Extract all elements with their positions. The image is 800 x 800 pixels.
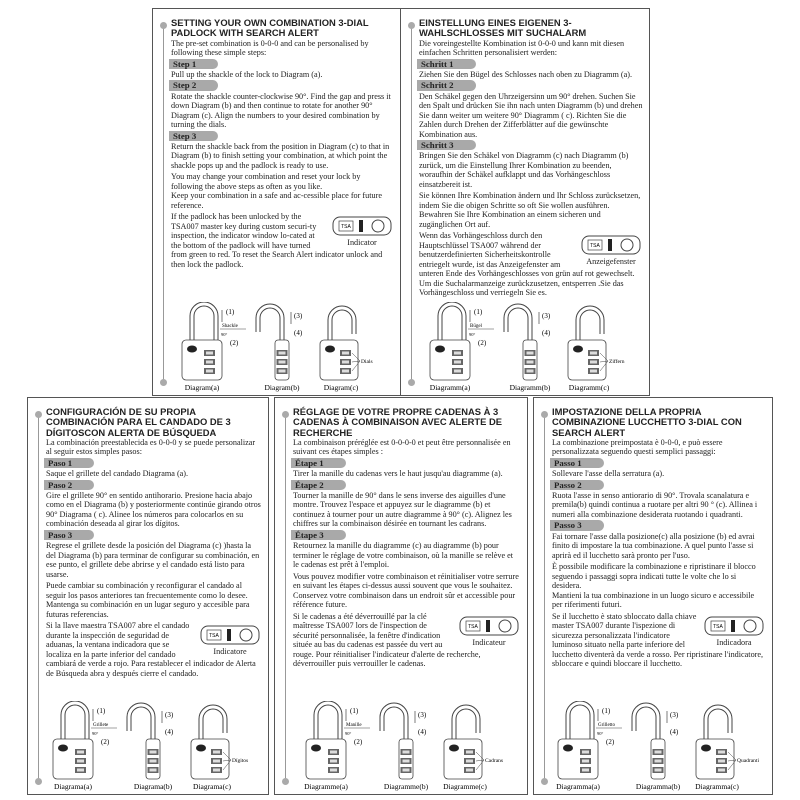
panel-german: [400, 8, 650, 396]
padlock-diagram-c: [568, 308, 625, 380]
step-text: Gire el grillete 90° en sentido antihorario. Presione hacia abajo como en el Diagrama (b) y posteriormente continúe girando otros 90° Diagrama ( c). Alinee los números para colocarlos en su combinación deseada al girar los dígitos.: [46, 490, 261, 529]
indicator-figure: [457, 614, 521, 648]
side-rail-decoration: [38, 414, 39, 782]
search-alert-section: [293, 612, 521, 669]
padlock-diagram-b: [258, 306, 303, 380]
caption-diagram-a: Diagramm(a): [429, 383, 471, 392]
step-label: Passo 2: [550, 480, 604, 490]
tsa-mark: TSA: [590, 243, 600, 250]
step-text: Ruota l'asse in senso antiorario di 90°. Trovala scanalatura e premila(b) quindi continua a ruotare per altri 90 ° (c). Allinea i numeri alla combinazione desiderata ruotando i quadranti.: [552, 490, 758, 519]
indicator-window-icon: [458, 614, 520, 638]
indicator-window-icon: [580, 233, 642, 257]
caption-diagram-a: Diagramma(a): [556, 782, 600, 791]
step-label: Paso 2: [44, 480, 94, 490]
note-text: You may change your combination and reset your lock by following the above steps as often as you like. Keep your combination in a safe and ac-cessible place for future reference.: [171, 172, 382, 210]
search-alert-text: Si le cadenas a été déverrouillé par la clé maîtresse TSA007 lors de l'inspection de sécurité personnalisée, la fenêtre d'indication située au bas du cadenas est passée du vert au rouge. Pour réinitialiser l'indicateur d'alerte de recherche, déverrouiller puis verrouiller le cadenas.: [293, 611, 481, 669]
search-alert-text: Wenn das Vorhängeschloss durch den Hauptschlüssel TSA007 während der benutzerdefinierten Sicherheitskontrolle entriegelt wurde, ist das Anzeigefenster am unteren Ende des Vorhängeschlosses von grün auf rot gewechselt. Um die Suchalarmanzeige zurückzusetzen, entsperren .Sie das Vorhängeschloss und verriegeln Sie es.: [419, 231, 635, 298]
caption-diagram-b: Diagrama(b): [133, 782, 173, 791]
tsa-mark: TSA: [341, 224, 351, 231]
step-label: Step 2: [169, 80, 218, 90]
panel-title: SETTING YOUR OWN COMBINATION 3-DIAL PADLOCK WITH SEARCH ALERT: [171, 17, 369, 39]
diagram-label: (1): [350, 707, 359, 715]
step-label: Étape 3: [291, 530, 346, 540]
intro-text: La combinaison préréglée est 0-0-0-0 et peut être personnalisée en suivant ces étapes simples :: [293, 437, 511, 457]
note-text: Sie können Ihre Kombination ändern und Ihr Schloss zurücksetzen, indem Sie die obigen Schritte so oft Sie wollen ausführen. Bewahren Sie Ihre Kombination an einem sicheren und zugänglichen Ort auf.: [419, 191, 641, 229]
step-label: Schritt 1: [417, 59, 476, 69]
caption-diagram-c: Diagramme(c): [443, 782, 487, 791]
padlock-diagrams: [300, 701, 514, 791]
padlock-diagram-c: [191, 707, 248, 779]
indicator-label: Anzeigefenster: [586, 257, 636, 267]
caption-diagram-a: Diagrama(a): [54, 782, 92, 791]
diagram-label: (4): [670, 728, 679, 736]
caption-diagram-b: Diagram(b): [264, 383, 299, 392]
caption-diagram-a: Diagramme(a): [304, 782, 348, 791]
tsa-mark: TSA: [713, 623, 723, 630]
intro-text: La combinación preestablecida es 0-0-0 y se puede personalizar al seguir estos simples pasos:: [46, 437, 256, 457]
diagram-label: (1): [97, 707, 106, 715]
step-label: Step 3: [169, 131, 218, 141]
step-text: Fai tornare l'asse dalla posizione(c) alla posizione (b) ed avrai finito di impostare la tua combinazione. A quel punto l'asse si aprirà ed il lucchetto sarà pronto per l'uso.: [552, 531, 755, 560]
step-text: Retournez la manille du diagramme (c) au diagramme (b) pour terminer le réglage de votre combinaison, où la manille se relève et le cadenas est prêt à l'emploi.: [293, 541, 514, 570]
indicator-window-icon: [199, 623, 261, 647]
panel-spanish: [27, 397, 269, 795]
diagram-label: (1): [225, 308, 234, 316]
indicator-figure: [330, 214, 394, 248]
diagram-label: 90°: [597, 731, 604, 736]
step-label: Étape 1: [291, 458, 346, 468]
step-text: Sollevare l'asse della serratura (a).: [552, 469, 665, 479]
padlock-diagram-a: [558, 703, 622, 779]
indicator-label: Indicadora: [716, 637, 752, 647]
padlock-diagram-b: [506, 306, 551, 380]
diagram-label: (3): [293, 312, 302, 320]
indicator-label: Indicateur: [472, 637, 506, 647]
search-alert-text: Se il lucchetto è stato sbloccato dalla chiave master TSA007 durante l'ispezione di sicurezza personalizzata l'indicatore luminoso situato nella parte inferiore del lucchetto diventerà da verde a rosso. Per ripristinare l'indicatore, sbloccare e quindi bloccare il lucchetto.: [552, 611, 764, 669]
side-rail-decoration: [544, 414, 545, 782]
caption-diagram-b: Diagramm(b): [509, 383, 551, 392]
step-text: Bringen Sie den Schäkel von Diagramm (c) nach Diagramm (b) zurück, um die Einstellung Ihrer Kombination zu beenden, woraufhin der Schäkel aufklappt und das Vorhängeschloss einsatzbereit ist.: [419, 151, 629, 189]
panel-title: RÉGLAGE DE VOTRE PROPRE CADENAS À 3 CADENAS À COMBINAISON AVEC ALERTE DE RECHERCHE: [293, 406, 503, 438]
search-alert-section: [552, 612, 766, 669]
step-label: Schritt 3: [417, 140, 476, 150]
diagram-label: (3): [165, 711, 174, 719]
intro-text: La combinazione preimpostata è 0-0-0, e può essere personalizzata seguendo questi semplici passaggi:: [552, 437, 723, 457]
indicator-figure: [198, 623, 262, 657]
step-text: Den Schäkel gegen den Uhrzeigersinn um 90° drehen. Suchen Sie den Spalt und drücken Sie ihn nach unten Diagramm (b) und drehen Sie dann weiter um weitere 90° Diagramm ( c). Richten Sie die Zahlen durch Drehen der Zifferblätter auf die gewünschte Kombination aus.: [419, 91, 643, 139]
panel-italian: [533, 397, 773, 795]
step-label: Schritt 2: [417, 80, 476, 90]
caption-diagram-b: Diagramme(b): [383, 782, 429, 791]
tsa-mark: TSA: [468, 623, 478, 630]
step-text: Regrese el grillete desde la posición del Diagrama (c) )hasta la del Diagrama (b) para terminar de configurar su combinación, en ese punto, el grillete debe abrirse y el candado está listo para usarse.: [46, 541, 260, 579]
caption-diagram-c: Diagramm(c): [568, 383, 610, 392]
caption-diagram-c: Diagram(c): [323, 383, 358, 392]
diagram-label: (4): [418, 728, 427, 736]
step-label: Passo 3: [550, 520, 604, 530]
diagram-label: (3): [418, 711, 427, 719]
search-alert-section: [46, 621, 262, 678]
side-rail-decoration: [163, 25, 164, 383]
dials-label: Dials: [360, 359, 373, 365]
step-text: Return the shackle back from the position in Diagram (c) to that in Diagram (b) to finish setting your combination, at which point the shackle pops up and the padlock is ready to use.: [171, 141, 390, 170]
padlock-diagram-a: [182, 304, 246, 380]
step-text: Pull up the shackle of the lock to Diagram (a).: [171, 69, 323, 79]
shackle-label: Bügel: [470, 324, 482, 329]
intro-text: The pre-set combination is 0-0-0 and can be personalised by following these simple steps:: [171, 38, 369, 58]
diagram-label: (2): [354, 738, 363, 746]
step-text: Tirer la manille du cadenas vers le haut jusqu'au diagramme (a).: [293, 469, 503, 479]
search-alert-text: If the padlock has been unlocked by the TSA007 master key during custom securi-ty inspection, the indicator window lo-cated at the bottom of the padlock will have turned from green to red. To reset the Search Alert indicator unlock and then lock the padlock.: [171, 212, 383, 269]
diagram-label: 90°: [469, 332, 476, 337]
note-text: Puede cambiar su combinación y reconfigurar el candado al seguir los pasos anteriores tan frecuentemente como lo desee. Mantenga su combinación en un lugar seguro y accesible para futuras referencias.: [46, 581, 250, 619]
tsa-mark: TSA: [209, 633, 219, 640]
search-alert-section: [419, 231, 643, 298]
padlock-diagram-a: [430, 304, 494, 380]
step-label: Paso 3: [44, 530, 94, 540]
dials-label: Quadranti: [737, 758, 759, 764]
diagram-label: (3): [670, 711, 679, 719]
diagram-label: (1): [474, 308, 483, 316]
step-text: Saque el grillete del candado Diagrama (a).: [46, 469, 189, 479]
padlock-diagram-a: [53, 703, 117, 779]
note-text: È possibile modificare la combinazione e ripristinare il blocco seguendo i passaggi sopra indicati tutte le volte che lo si desidera. Mantieni la tua combinazione in un luogo sicuro e accessibile per riferimenti futuri.: [552, 562, 756, 610]
step-label: Paso 1: [44, 458, 94, 468]
padlock-diagram-c: [320, 308, 373, 380]
dials-label: Ziffern: [609, 359, 625, 365]
diagram-label: (2): [101, 738, 110, 746]
note-text: Vous pouvez modifier votre combinaison et réinitialiser votre serrure en suivant les étapes ci-dessus aussi souvent que vous le souhaitez. Conservez votre combinaison dans un endroit sûr et accessible pour référence future.: [293, 571, 519, 610]
padlock-diagram-b: [382, 705, 427, 779]
dials-label: Dígitos: [232, 758, 249, 764]
shackle-label: Shackle: [221, 324, 238, 329]
step-label: Step 1: [169, 59, 218, 69]
step-text: Tourner la manille de 90° dans le sens inverse des aiguilles d'une montre. Trouvez l'espace et appuyez sur le diagramme (b) et continuez à tourner pour un autre diagramme à 90° (c). Alignez les chiffres sur la combinaison désirée en tournant les cadrans.: [293, 490, 512, 529]
padlock-diagram-b: [129, 705, 174, 779]
indicator-window-icon: [703, 614, 765, 638]
side-rail-decoration: [285, 414, 286, 782]
caption-diagram-a: Diagram(a): [184, 383, 219, 392]
padlock-diagram-c: [444, 707, 503, 779]
step-label: Passo 1: [550, 458, 604, 468]
indicator-label: Indicator: [347, 238, 377, 248]
padlock-diagram-b: [634, 705, 679, 779]
dials-label: Cadrans: [485, 758, 504, 764]
diagram-label: (2): [229, 339, 238, 347]
diagram-label: (2): [478, 339, 487, 347]
panel-title: CONFIGURACIÓN DE SU PROPIA COMBINACIÓN PARA EL CANDADO DE 3 DÍGITOSCON ALERTA DE BÚSQUEDA: [46, 406, 231, 438]
diagram-label: 90°: [345, 731, 352, 736]
search-alert-section: [171, 212, 394, 269]
shackle-label: Grillete: [93, 723, 109, 728]
caption-diagram-c: Diagramma(c): [695, 782, 739, 791]
panel-title: IMPOSTAZIONE DELLA PROPRIA COMBINAZIONE LUCCHETTO 3-DIAL CON SEARCH ALERT: [552, 406, 742, 438]
indicator-figure: [579, 233, 643, 267]
diagram-label: (4): [165, 728, 174, 736]
indicator-label: Indicatore: [213, 647, 247, 657]
diagram-label: (1): [602, 707, 611, 715]
padlock-diagrams: [47, 701, 261, 791]
shackle-label: Manille: [346, 723, 362, 728]
diagram-label: 90°: [220, 332, 227, 337]
padlock-diagrams: [424, 302, 638, 392]
panel-english: [152, 8, 401, 396]
diagram-label: (4): [542, 329, 551, 337]
caption-diagram-b: Diagramma(b): [635, 782, 681, 791]
diagram-label: 90°: [92, 731, 99, 736]
step-text: Rotate the shackle counter-clockwise 90°. Find the gap and press it down Diagram (b) and then continue to rotate for another 90° Diagram (c). Align the numbers to your desired combination by turning the dials.: [171, 91, 391, 130]
search-alert-text: Si la llave maestra TSA007 abre el candado durante la inspección de seguridad de aduanas, la ventana indicadora que se localiza en la parte inferior del candado cambiará de verde a rojo. Para restablecer el indicador de Alerta de Búsqueda abra y después cierre el candado.: [46, 621, 256, 678]
step-text: Ziehen Sie den Bügel des Schlosses nach oben zu Diagramm (a).: [419, 69, 633, 79]
padlock-diagrams: [176, 302, 390, 392]
diagram-label: (4): [293, 329, 302, 337]
intro-text: Die voreingestellte Kombination ist 0-0-0 und kann mit diesen einfachen Schritten personalisiert werden:: [419, 38, 625, 58]
step-label: Étape 2: [291, 480, 346, 490]
shackle-label: Grilletto: [598, 723, 615, 728]
padlock-diagram-c: [696, 707, 759, 779]
side-rail-decoration: [411, 25, 412, 383]
diagram-label: (2): [606, 738, 615, 746]
padlock-diagrams: [552, 701, 766, 791]
panel-title: EINSTELLUNG EINES EIGENEN 3-WAHLSCHLOSSES MIT SUCHALARM: [419, 17, 587, 39]
indicator-window-icon: [331, 214, 393, 238]
padlock-diagram-a: [306, 703, 370, 779]
indicator-figure: [702, 614, 766, 648]
caption-diagram-c: Diagrama(c): [193, 782, 231, 791]
diagram-label: (3): [542, 312, 551, 320]
panel-french: [274, 397, 528, 795]
